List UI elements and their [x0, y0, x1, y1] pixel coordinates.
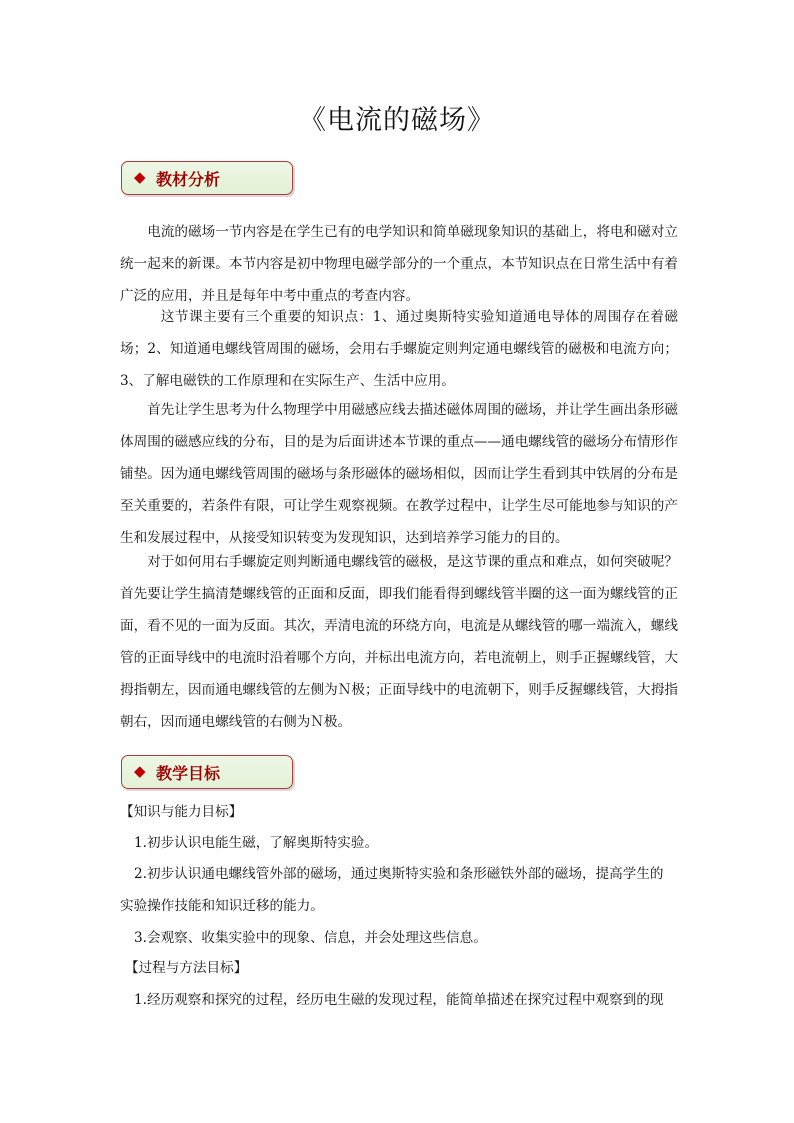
- section-label: 教材分析: [156, 170, 221, 189]
- document-title: 《电流的磁场》: [299, 105, 495, 136]
- knowledge-objectives-heading: 【知识与能力目标】: [120, 804, 243, 820]
- analysis-paragraph-3: 首先让学生思考为什么物理学中用磁感应线去描述磁体周围的磁场，并让学生画出条形磁体周围的磁感应线的分布，目的是为后面讲述本节课的重点——通电螺线管的磁场分布情形作铺垫。因为通电螺线管周围的磁场与条形磁体的磁场相似，因而让学生看到其中铁屑的分布是至关重要的，若条件有限，可让学生观察视频。在教学过程中，让学生尽可能地参与知识的产生和发展过程中，从接受知识转变为发现知识，达到培养学习能力的目的。: [120, 402, 678, 546]
- process-objectives-heading: 【过程与方法目标】: [125, 960, 248, 976]
- analysis-paragraph-2: 这节课主要有三个重要的知识点：1、通过奥斯特实验知道通电导体的周围存在着磁场；2、知道通电螺线管周围的磁场，会用右手螺旋定则判定通电螺线管的磁极和电流方向；3、了解电磁铁的工作原理和在实际生产、生活中应用。: [120, 309, 678, 389]
- analysis-paragraph-1: 电流的磁场一节内容是在学生已有的电学知识和简单磁现象知识的基础上，将电和磁对立统一起来的新课。本节内容是初中物理电磁学部分的一个重点，本节知识点在日常生活中有着广泛的应用，并且是每年中考中重点的考查内容。: [120, 224, 678, 304]
- process-item-1: 1.经历观察和探究的过程，经历电生磁的发现过程，能简单描述在探究过程中观察到的现: [134, 992, 664, 1008]
- diamond-bullet-icon: ◆: [134, 168, 146, 186]
- objective-item-1: 1.初步认识电能生磁，了解奥斯特实验。: [134, 835, 379, 851]
- section-header-analysis: [121, 161, 293, 195]
- objective-item-2-line-2: 实验操作技能和知识迁移的能力。: [120, 898, 324, 914]
- analysis-paragraph-4: 对于如何用右手螺旋定则判断通电螺线管的磁极，是这节课的重点和难点，如何突破呢？首先要让学生搞清楚螺线管的正面和反面，即我们能看得到螺线管半圈的这一面为螺线管的正面，看不见的一面为反面。其次，弄清电流的环绕方向，电流是从螺线管的哪一端流入，螺线管的正面导线中的电流时沿着哪个方向，并标出电流方向，若电流朝上，则手正握螺线管，大拇指朝左，因而通电螺线管的左侧为Ｎ极；正面导线中的电流朝下，则手反握螺线管，大拇指朝右，因而通电螺线管的右侧为Ｎ极。: [120, 554, 678, 730]
- section-header-objectives: [121, 755, 293, 789]
- objective-item-3: 3.会观察、收集实验中的现象、信息，并会处理这些信息。: [134, 930, 487, 946]
- objective-item-2-line-1: 2.初步认识通电螺线管外部的磁场，通过奥斯特实验和条形磁铁外部的磁场，提高学生的: [134, 866, 664, 882]
- section-label: 教学目标: [156, 764, 221, 783]
- diamond-bullet-icon: ◆: [134, 762, 146, 780]
